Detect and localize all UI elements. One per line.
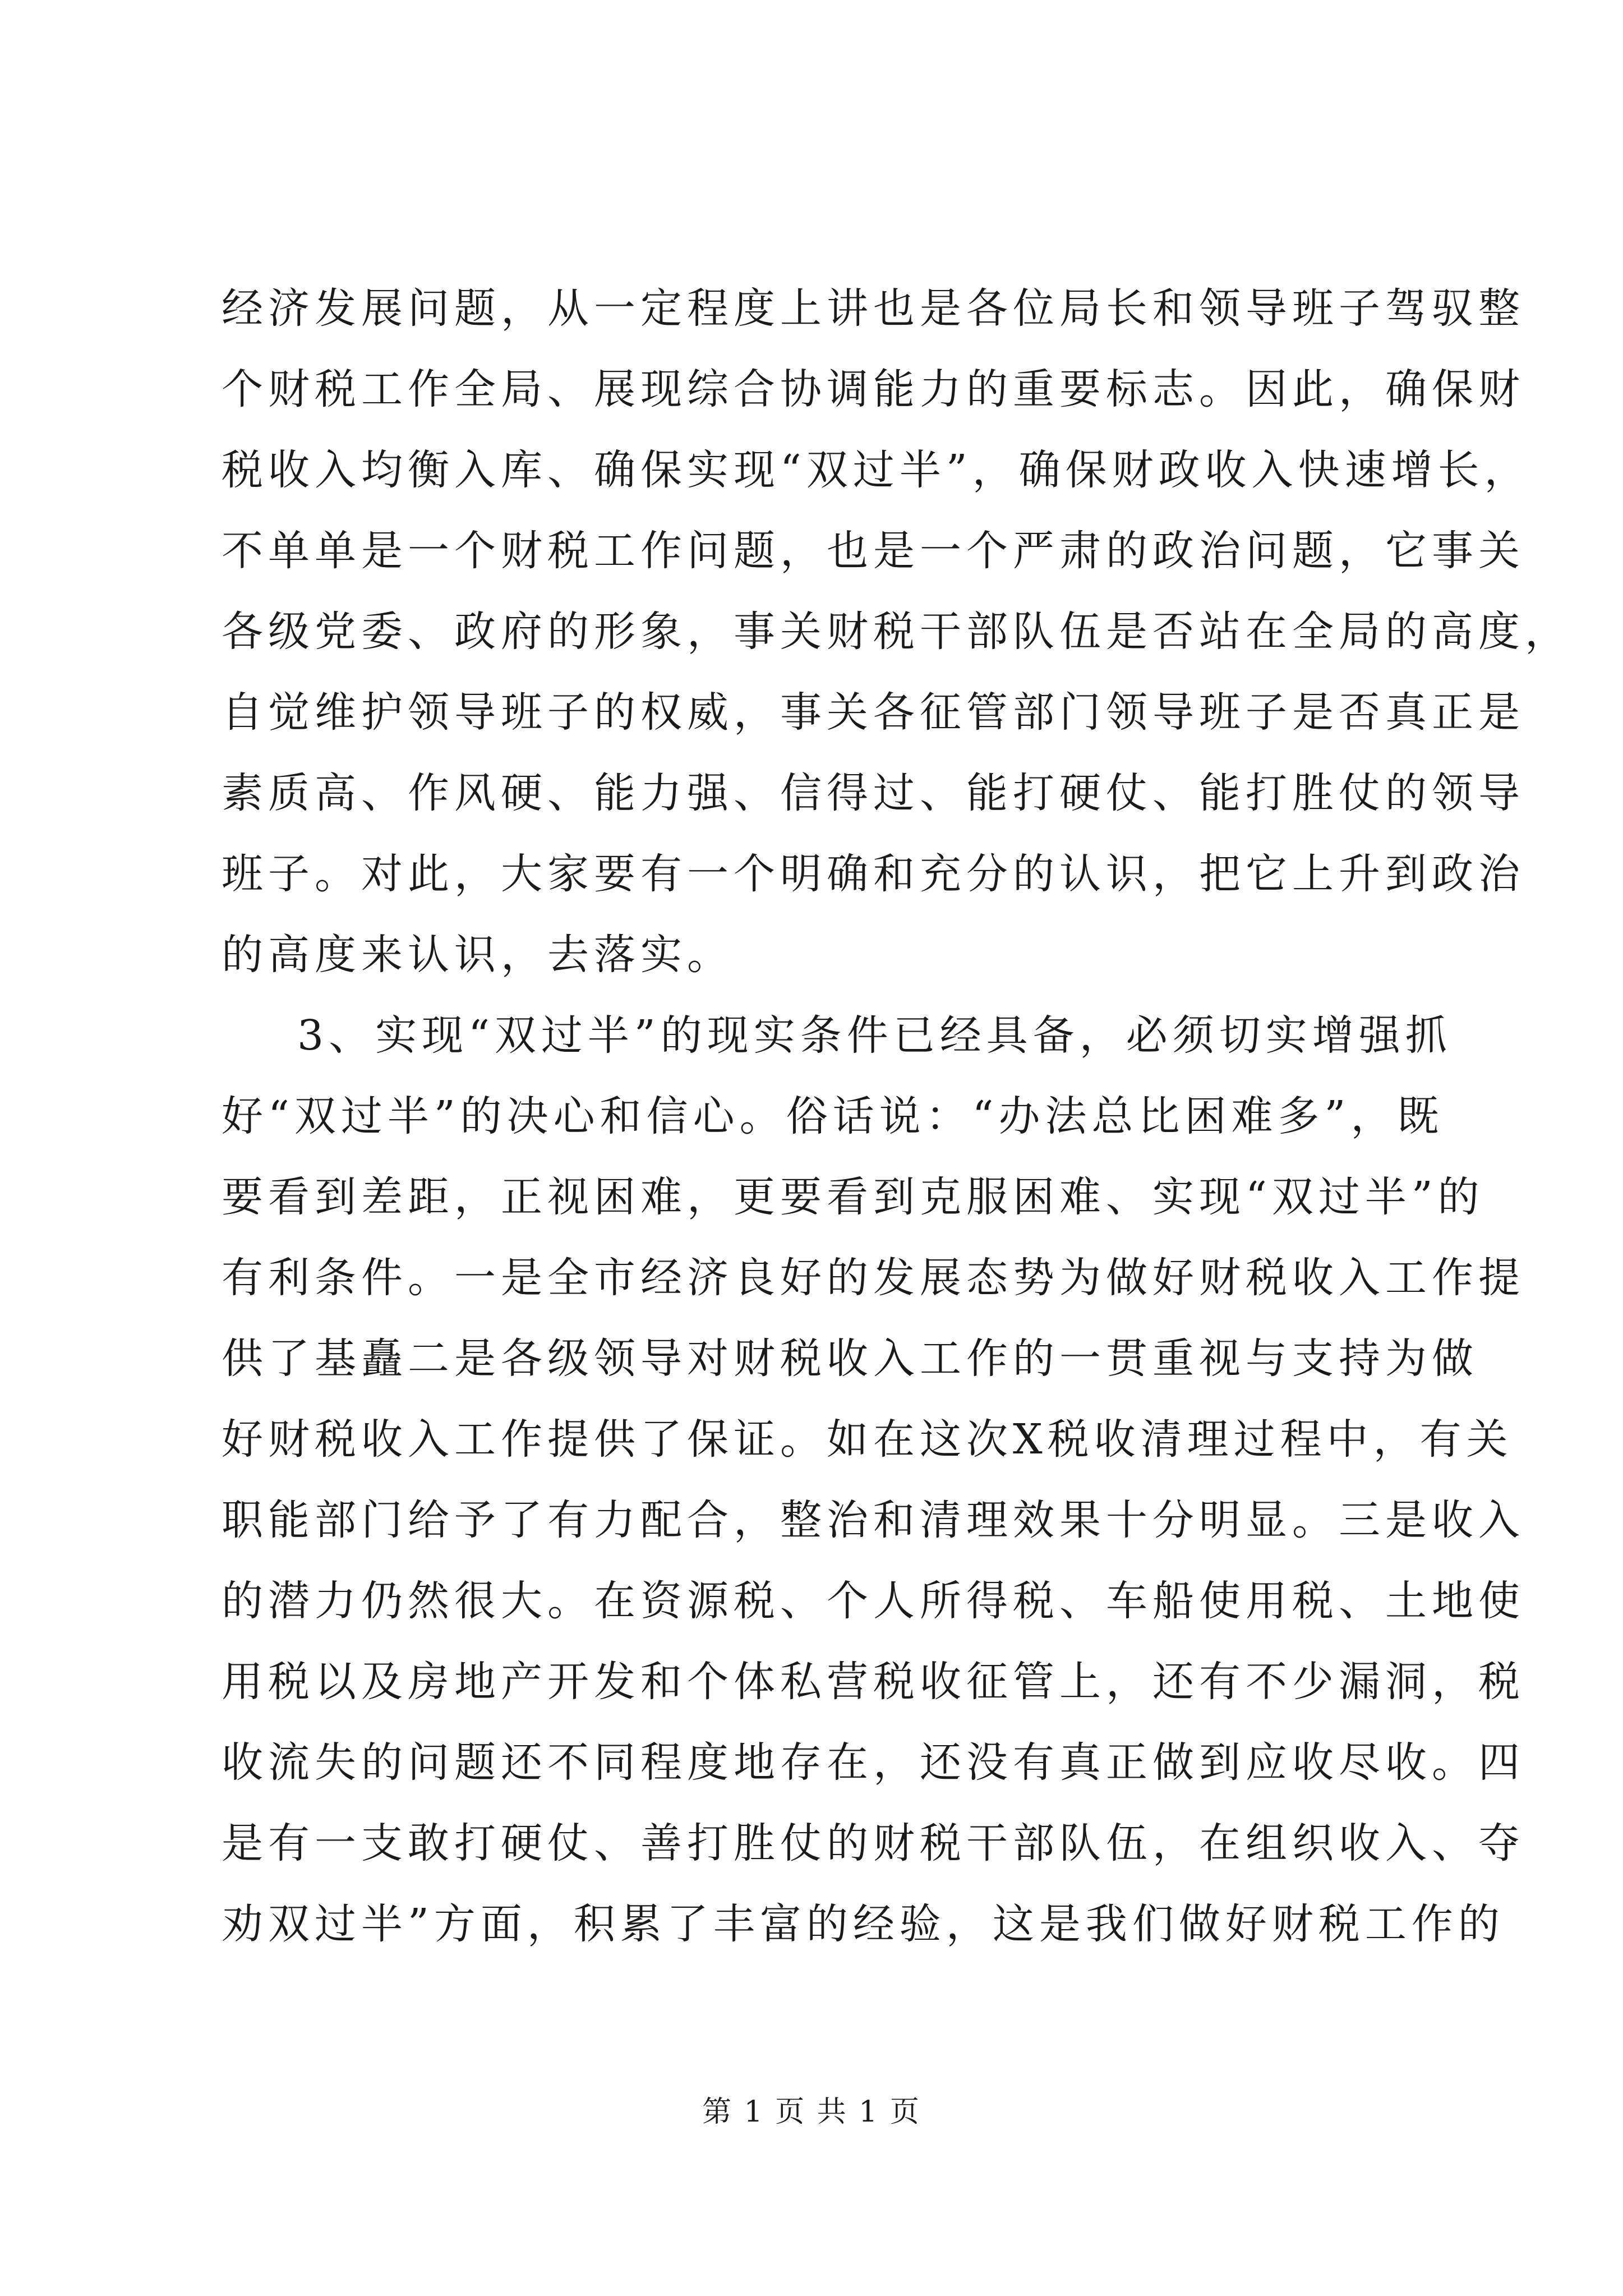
text-line-19: 收流失的问题还不同程度地存在，还没有真正做到应收尽收。四 bbox=[222, 1738, 1525, 1787]
text-line-18: 用税以及房地产开发和个体私营税收征管上，还有不少漏洞，税 bbox=[222, 1658, 1525, 1706]
text-line-14: 供了基矗二是各级领导对财税收入工作的一贯重视与支持为做 bbox=[222, 1335, 1478, 1383]
text-line-6: 自觉维护领导班子的权威，事关各征管部门领导班子是否真正是 bbox=[222, 688, 1525, 737]
text-line-7: 素质高、作风硬、能力强、信得过、能打硬仗、能打胜仗的领导 bbox=[222, 769, 1525, 817]
text-line-1: 经济发展问题，从一定程度上讲也是各位局长和领导班子驾驭整 bbox=[222, 284, 1525, 333]
text-line-20: 是有一支敢打硬仗、善打胜仗的财税干部队伍，在组织收入、夺 bbox=[222, 1819, 1525, 1867]
text-line-13: 有利条件。一是全市经济良好的发展态势为做好财税收入工作提 bbox=[222, 1254, 1525, 1302]
text-line-16: 职能部门给予了有力配合，整治和清理效果十分明显。三是收入 bbox=[222, 1496, 1525, 1544]
text-line-11: 好“双过半”的决心和信心。俗话说：“办法总比困难多”，既 bbox=[222, 1092, 1444, 1140]
text-line-9: 的高度来认识，去落实。 bbox=[222, 931, 734, 979]
text-line-8: 班子。对此，大家要有一个明确和充分的认识，把它上升到政治 bbox=[222, 850, 1525, 898]
text-line-15: 好财税收入工作提供了保证。如在这次X税收清理过程中，有关 bbox=[222, 1415, 1513, 1464]
paragraph-start-line: 3、实现“双过半”的现实条件已经具备，必须切实增强抓 bbox=[297, 1011, 1452, 1060]
text-line-2: 个财税工作全局、展现综合协调能力的重要标志。因此，确保财 bbox=[222, 365, 1525, 413]
text-line-12: 要看到差距，正视困难，更要看到克服困难、实现“双过半”的 bbox=[222, 1173, 1484, 1221]
page-number-footer: 第 1 页 共 1 页 bbox=[702, 2095, 921, 2129]
text-line-17: 的潜力仍然很大。在资源税、个人所得税、车船使用税、土地使 bbox=[222, 1577, 1525, 1625]
text-line-5: 各级党委、政府的形象，事关财税干部队伍是否站在全局的高度， bbox=[222, 608, 1571, 656]
text-line-4: 不单单是一个财税工作问题，也是一个严肃的政治问题，它事关 bbox=[222, 527, 1525, 575]
text-line-21: 劝双过半”方面，积累了丰富的经验，这是我们做好财税工作的 bbox=[222, 1900, 1505, 1948]
text-line-3: 税收入均衡入库、确保实现“双过半”，确保财政收入快速增长， bbox=[222, 446, 1531, 494]
